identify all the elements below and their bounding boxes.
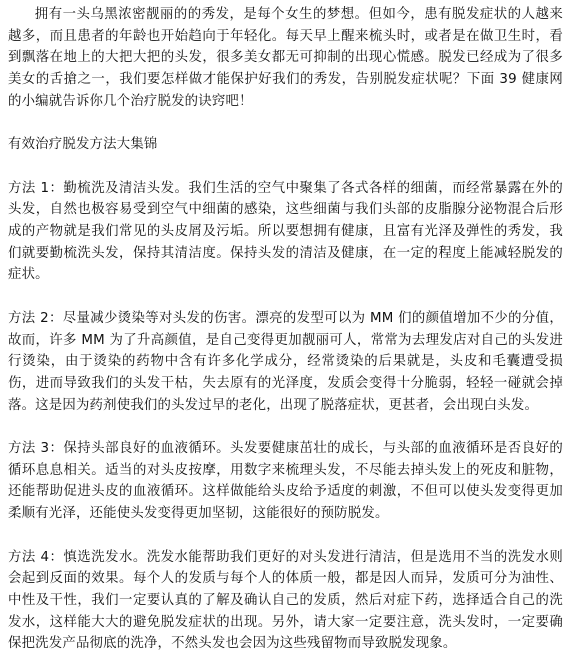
method-3-paragraph: 方法 3：保持头部良好的血液循环。头发要健康茁壮的成长，与头部的血液循环是否良好的循环息息相关。适当的对头皮按摩，用数字来梳理头发，不尽能去掉头发上的死皮和脏物，还能帮助促进头皮的血液循环。这样做能给头皮给予适度的刺激，不但可以使头发变得更加柔顺有光泽，还能使头发变得更加坚韧，这能很好的预防脱发。 bbox=[8, 438, 563, 525]
intro-paragraph: 拥有一头乌黑浓密靓丽的的秀发，是每个女生的梦想。但如今，患有脱发症状的人越来越多，而且患者的年龄也开始趋向于年轻化。每天早上醒来梳头时，或者是在做卫生时，看到飘落在地上的大把大把的头发，很多美女都无可抑制的出现心慌感。脱发已经成为了很多美女的舌搶之一，我们要怎样做才能保护好我们的秀发，告别脱发症状呢？下面 39 健康网的小编就告诉你几个治疗脱发的诀窍吧！ bbox=[8, 4, 563, 113]
spacer bbox=[8, 525, 563, 547]
section-heading: 有效治疗脱发方法大集锦 bbox=[8, 134, 563, 156]
spacer bbox=[8, 416, 563, 438]
spacer bbox=[8, 113, 563, 135]
spacer bbox=[8, 286, 563, 308]
method-1-paragraph: 方法 1：勤梳洗及清洁头发。我们生活的空气中聚集了各式各样的细菌，而经常暴露在外的头发，自然也极容易受到空气中细菌的感染，这些细菌与我们头部的皮脂腺分泌物混合后形成的产物就是我们常见的头皮屑及污垢。所以要想拥有健康，且富有光泽及弹性的秀发，我们就要勤梳洗头发，保持其清洁度。保持头发的清洁及健康，在一定的程度上能减轻脱发的症状。 bbox=[8, 178, 563, 287]
spacer bbox=[8, 156, 563, 178]
method-2-paragraph: 方法 2：尽量减少烫染等对头发的伤害。漂亮的发型可以为 MM 们的颜值增加不少的分值，故而，许多 MM 为了升高颜值，是自己变得更加靓丽可人，常常为去理发店对自己的头发进行烫染，由于烫染的药物中含有许多化学成分，经常烫染的后果就是，头皮和毛囊遭受损伤，进而导致我们的头发干枯，失去原有的光泽度，发质会变得十分脆弱，轻轻一碰就会掉落。这是因为药剂使我们的头发过早的老化，出现了脱落症状，更甚者，会出现白头发。 bbox=[8, 308, 563, 417]
method-4-paragraph: 方法 4：慎选洗发水。洗发水能帮助我们更好的对头发进行清洁，但是选用不当的洗发水则会起到反面的效果。每个人的发质与每个人的体质一般，都是因人而异，发质可分为油性、中性及干性，我们一定要认真的了解及确认自己的发质，然后对症下药，选择适合自己的洗发水，这样能大大的避免脱发症状的出现。另外，请大家一定要注意，洗头发时，一定要确保把洗发产品彻底的洗净，不然头发也会因为这些残留物而导致脱发现象。 bbox=[8, 547, 563, 655]
